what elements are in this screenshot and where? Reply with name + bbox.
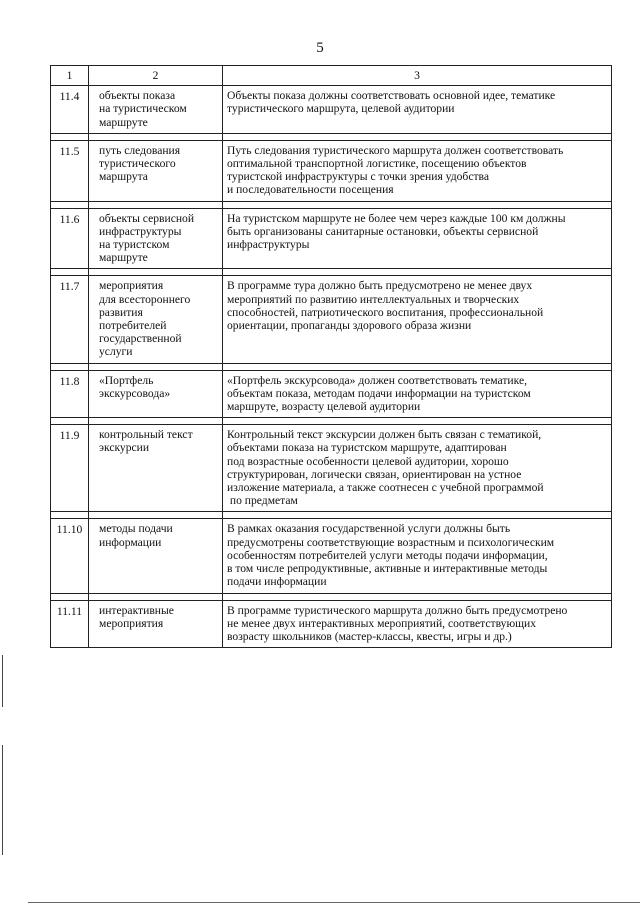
criterion-line: объекты сервисной <box>99 211 195 225</box>
spacer-cell <box>223 133 612 140</box>
requirement-line: инфраструктуры <box>227 238 310 252</box>
spacer-cell <box>51 201 89 208</box>
requirement-line: мероприятий по развитию интеллектуальных и творческих <box>227 292 520 306</box>
row-spacer <box>51 201 612 208</box>
row-criterion <box>89 140 223 201</box>
criterion-line: маршрута <box>99 170 148 184</box>
spacer-cell <box>223 418 612 425</box>
spacer-cell <box>223 593 612 600</box>
spacer-cell <box>51 418 89 425</box>
requirement-line: объектами показа на туристском маршруте, адаптирован <box>227 441 507 455</box>
row-requirement <box>223 370 612 418</box>
spacer-cell <box>51 269 89 276</box>
requirement-line: Контрольный текст экскурсии должен быть связан с тематикой, <box>227 428 542 442</box>
criterion-line: путь следования <box>99 143 181 157</box>
row-criterion <box>89 86 223 134</box>
requirement-line: «Портфель экскурсовода» должен соответствовать тематике, <box>227 373 528 387</box>
column-header-name: 2 <box>89 66 223 86</box>
spacer-cell <box>51 512 89 519</box>
requirement-line: по предметам <box>227 494 298 508</box>
criterion-line: на туристическом <box>99 102 187 116</box>
criterion-line: экскурсии <box>99 441 150 455</box>
row-spacer <box>51 269 612 276</box>
requirement-line: туристской инфраструктуры с точки зрения удобства <box>227 170 490 184</box>
requirement-line: особенностям потребителей услуги методы подачи информации, <box>227 548 548 562</box>
spacer-cell <box>223 363 612 370</box>
criterion-line: маршруте <box>99 115 148 129</box>
row-number: 11.11 <box>51 600 89 648</box>
criterion-line: контрольный текст <box>99 428 193 442</box>
requirements-table <box>50 65 612 648</box>
row-requirement <box>223 140 612 201</box>
row-spacer <box>51 593 612 600</box>
criterion-line: развития <box>99 305 143 319</box>
column-header-description: 3 <box>223 66 612 86</box>
spacer-cell <box>223 269 612 276</box>
row-requirement <box>223 276 612 363</box>
criterion-line: услуги <box>99 345 133 359</box>
requirement-line: В рамках оказания государственной услуги должны быть <box>227 522 511 536</box>
criterion-line: методы подачи <box>99 522 173 536</box>
criterion-line: мероприятия <box>99 279 164 293</box>
requirement-line: не менее двух интерактивных мероприятий, соответствующих <box>227 616 537 630</box>
row-spacer <box>51 512 612 519</box>
row-number: 11.9 <box>51 425 89 512</box>
scan-margin-mark <box>2 745 3 855</box>
criterion-line: информации <box>99 535 162 549</box>
criterion-line: туристического <box>99 157 176 171</box>
criterion-line: потребителей <box>99 319 167 333</box>
spacer-cell <box>51 363 89 370</box>
row-criterion <box>89 519 223 593</box>
requirement-line: в том числе репродуктивные, активные и интерактивные методы <box>227 562 548 576</box>
row-number: 11.4 <box>51 86 89 134</box>
table-row <box>51 600 612 648</box>
criterion-line: инфраструктуры <box>99 224 182 238</box>
criterion-line: для всестороннего <box>99 292 191 306</box>
spacer-cell <box>89 363 223 370</box>
requirement-line: возрасту школьников (мастер-классы, квесты, игры и др.) <box>227 629 512 643</box>
spacer-cell <box>89 201 223 208</box>
requirement-line: Путь следования туристического маршрута должен соответствовать <box>227 143 564 157</box>
criterion-line: объекты показа <box>99 89 176 103</box>
criterion-line: на туристском <box>99 238 170 252</box>
spacer-cell <box>89 512 223 519</box>
requirement-line: под возрастные особенности целевой аудитории, хорошо <box>227 454 509 468</box>
requirement-line: ориентации, пропаганды здорового образа жизни <box>227 319 472 333</box>
spacer-cell <box>223 201 612 208</box>
criterion-line: мероприятия <box>99 616 164 630</box>
table-row <box>51 519 612 593</box>
requirement-line: объектам показа, методам подачи информации на туристском <box>227 386 531 400</box>
row-criterion <box>89 425 223 512</box>
row-requirement <box>223 425 612 512</box>
row-spacer <box>51 418 612 425</box>
requirement-line: туристического маршрута, целевой аудитории <box>227 102 455 116</box>
spacer-cell <box>89 133 223 140</box>
requirement-line: На туристском маршруте не более чем через каждые 100 км должны <box>227 211 566 225</box>
row-number: 11.8 <box>51 370 89 418</box>
table-header-row <box>51 66 612 86</box>
requirement-line: предусмотрены соответствующие возрастным и психологическим <box>227 535 555 549</box>
table-row <box>51 276 612 363</box>
table-row <box>51 86 612 134</box>
requirement-line: В программе тура должно быть предусмотрено не менее двух <box>227 279 533 293</box>
row-requirement <box>223 519 612 593</box>
spacer-cell <box>223 512 612 519</box>
row-criterion <box>89 208 223 269</box>
criterion-line: интерактивные <box>99 603 174 617</box>
spacer-cell <box>89 593 223 600</box>
bottom-rule <box>28 902 640 903</box>
criterion-line: государственной <box>99 332 182 346</box>
row-number: 11.6 <box>51 208 89 269</box>
row-requirement <box>223 208 612 269</box>
table-row <box>51 140 612 201</box>
row-number: 11.7 <box>51 276 89 363</box>
row-number: 11.5 <box>51 140 89 201</box>
spacer-cell <box>89 269 223 276</box>
table-row <box>51 370 612 418</box>
row-number: 11.10 <box>51 519 89 593</box>
row-requirement <box>223 86 612 134</box>
requirement-line: оптимальной транспортной логистике, посещению объектов <box>227 157 527 171</box>
requirement-line: и последовательности посещения <box>227 183 394 197</box>
spacer-cell <box>89 418 223 425</box>
table-body <box>51 86 612 648</box>
column-header-number: 1 <box>51 66 89 86</box>
page-number: 5 <box>316 40 324 56</box>
requirement-line: подачи информации <box>227 575 327 589</box>
requirement-line: маршруте, возрасту целевой аудитории <box>227 400 421 414</box>
requirement-line: В программе туристического маршрута должно быть предусмотрено <box>227 603 568 617</box>
table-row <box>51 425 612 512</box>
row-criterion <box>89 600 223 648</box>
spacer-cell <box>51 133 89 140</box>
criterion-line: экскурсовода» <box>99 386 171 400</box>
row-requirement <box>223 600 612 648</box>
spacer-cell <box>51 593 89 600</box>
requirement-line: способностей, патриотического воспитания, профессиональной <box>227 305 544 319</box>
row-spacer <box>51 133 612 140</box>
scan-margin-mark <box>2 655 3 707</box>
requirement-line: Объекты показа должны соответствовать основной идее, тематике <box>227 89 556 103</box>
requirement-line: быть организованы санитарные остановки, объекты сервисной <box>227 224 539 238</box>
requirement-line: структурирован, логически связан, ориентирован на устное <box>227 467 522 481</box>
criterion-line: «Портфель <box>99 373 154 387</box>
criterion-line: маршруте <box>99 251 148 265</box>
row-spacer <box>51 363 612 370</box>
row-criterion <box>89 276 223 363</box>
table-row <box>51 208 612 269</box>
requirement-line: изложение материала, а также соотнесен с учебной программой <box>227 481 544 495</box>
row-criterion <box>89 370 223 418</box>
